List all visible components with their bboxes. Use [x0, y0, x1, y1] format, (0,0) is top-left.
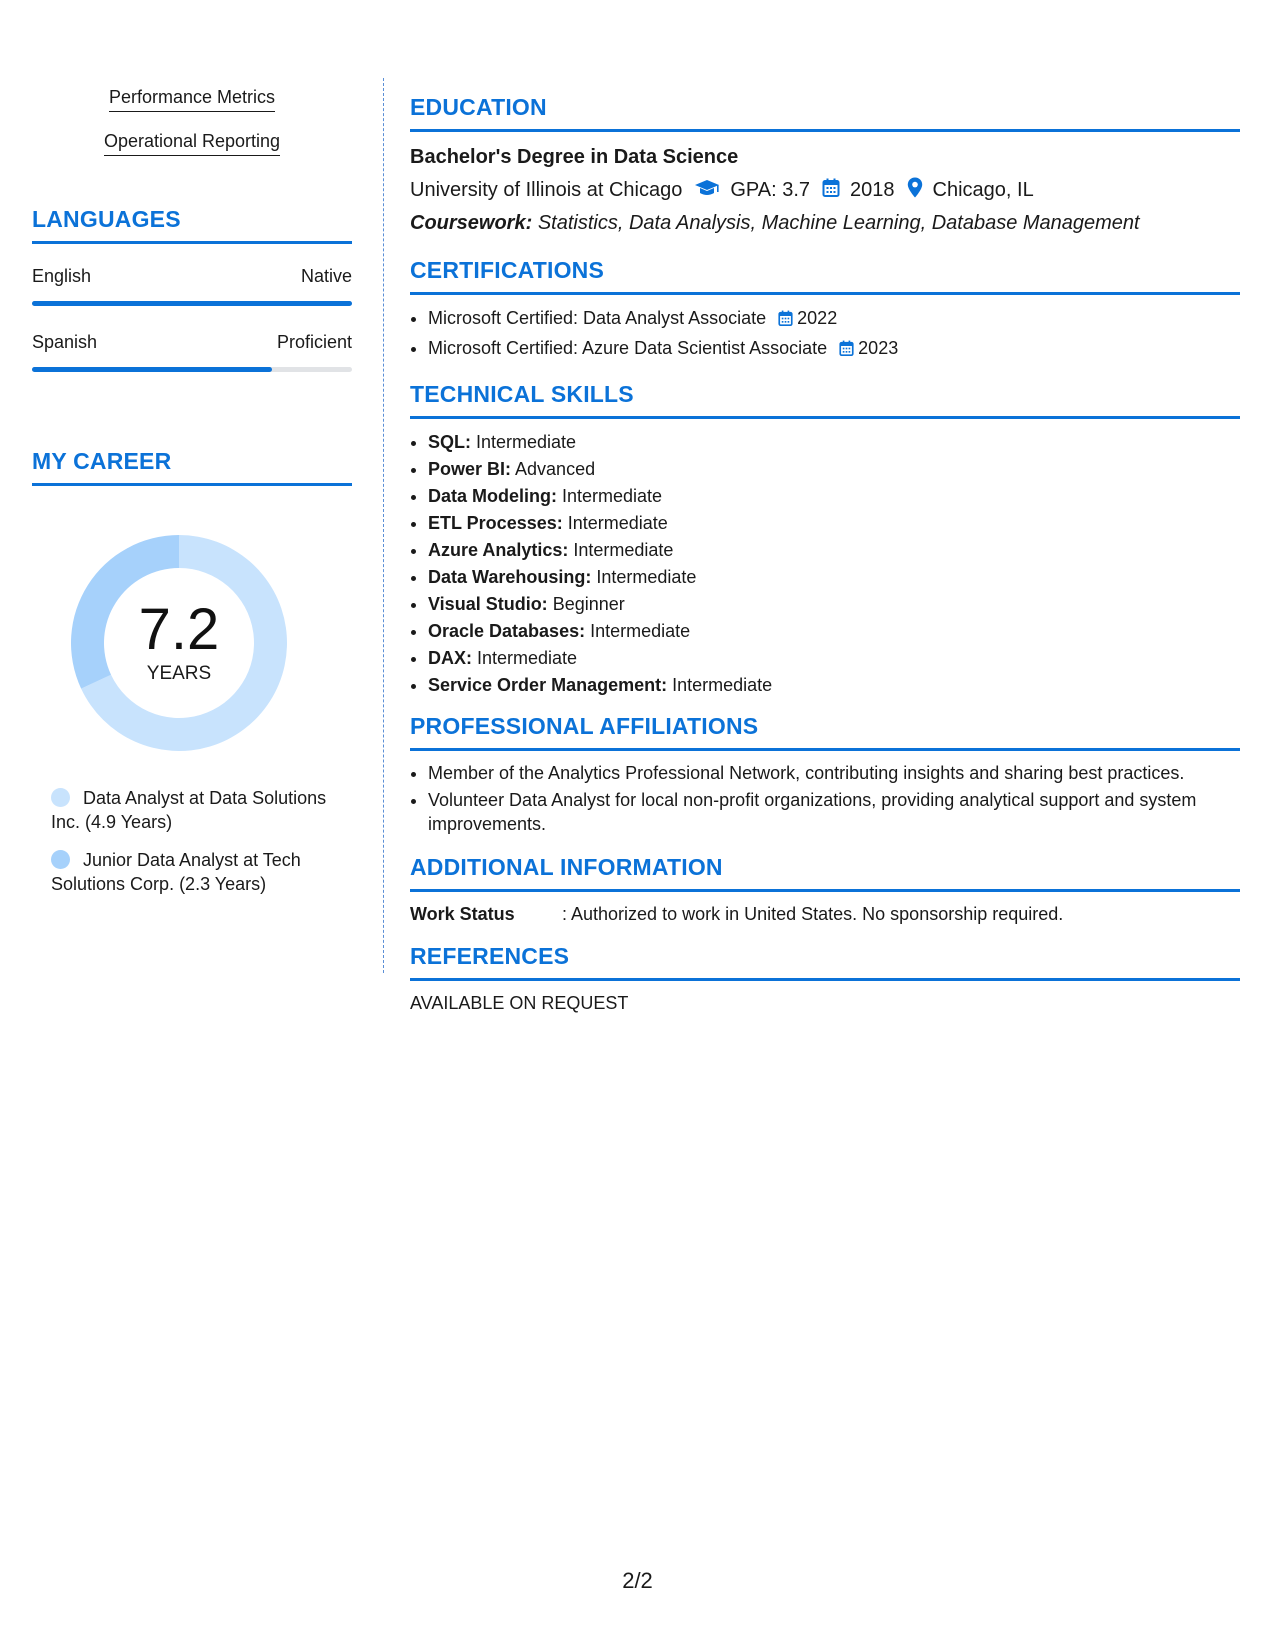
- certification-name: Microsoft Certified: Data Analyst Associate: [428, 308, 767, 328]
- language-name: Spanish: [32, 332, 98, 352]
- references-section: [410, 943, 1240, 1014]
- skill-level: Intermediate: [672, 675, 773, 695]
- degree-title: Bachelor's Degree in Data Science: [410, 146, 739, 168]
- skill-item: [428, 564, 1240, 591]
- calendar-icon: [839, 338, 854, 365]
- column-divider: [383, 78, 384, 973]
- coursework-label: Coursework:: [410, 212, 533, 234]
- skill-name: SQL:: [428, 432, 471, 452]
- language-bar: [32, 367, 352, 372]
- skill-name: Data Modeling:: [428, 486, 557, 506]
- career-total-years: 7.2: [138, 597, 220, 662]
- skill-level: Intermediate: [590, 621, 691, 641]
- skill-level: Intermediate: [596, 567, 697, 587]
- skill-item: [428, 429, 1240, 456]
- education-location: Chicago, IL: [932, 179, 1034, 201]
- skill-level: Intermediate: [476, 432, 577, 452]
- graduation-year: 2018: [850, 179, 895, 201]
- section-rule: [32, 241, 352, 244]
- skill-item: [428, 510, 1240, 537]
- info-row: [410, 904, 1240, 925]
- section-title: ADDITIONAL INFORMATION: [410, 854, 723, 880]
- language-row: [32, 266, 352, 287]
- certification-name: Microsoft Certified: Azure Data Scientist Associate: [428, 338, 828, 358]
- certifications-section: [410, 257, 1240, 365]
- language-level: Native: [300, 266, 352, 286]
- info-key: Work Status: [410, 904, 515, 924]
- skill-level: Intermediate: [567, 513, 668, 533]
- skill-name: Azure Analytics:: [428, 540, 569, 560]
- legend-dot: [51, 788, 70, 807]
- certification-item: [428, 335, 1240, 365]
- affiliations-list: [410, 761, 1240, 836]
- affiliation-item: • Volunteer Data Analyst for local non-profit organizations, providing analytical support and system improvements.: [428, 788, 1240, 836]
- page-number: 2/2: [622, 1568, 653, 1593]
- career-donut-chart: [64, 528, 294, 758]
- gpa: GPA: 3.7: [730, 179, 811, 201]
- legend-label: Junior Data Analyst at Tech Solutions Corp. (2.3 Years): [51, 850, 301, 894]
- skills-section: [410, 381, 1240, 699]
- career-legend: [32, 786, 352, 896]
- skill-level: Beginner: [552, 594, 625, 614]
- skill-level: Intermediate: [573, 540, 674, 560]
- coursework: [410, 212, 1240, 235]
- section-rule: [410, 889, 1240, 892]
- section-title: REFERENCES: [410, 943, 570, 969]
- section-title: TECHNICAL SKILLS: [410, 381, 634, 407]
- certification-item: [428, 305, 1240, 335]
- skill-item: [428, 645, 1240, 672]
- certification-year: 2022: [797, 308, 838, 328]
- skill-item: [428, 591, 1240, 618]
- skill-name: ETL Processes:: [428, 513, 563, 533]
- skill-item: [428, 618, 1240, 645]
- legend-item: [51, 786, 341, 834]
- certification-year: 2023: [858, 338, 899, 358]
- section-title: EDUCATION: [410, 94, 547, 120]
- languages-section: [32, 206, 352, 372]
- section-title: CERTIFICATIONS: [410, 257, 605, 283]
- section-title: MY CAREER: [32, 448, 172, 474]
- additional-info-section: [410, 854, 1240, 925]
- skill-item: [428, 483, 1240, 510]
- skill-item: [428, 537, 1240, 564]
- donut-center: [64, 528, 294, 758]
- graduation-cap-icon: [694, 179, 720, 203]
- info-value: : Authorized to work in United States. No sponsorship required.: [562, 904, 1064, 924]
- skill-level: Intermediate: [477, 648, 578, 668]
- language-bar: [32, 301, 352, 306]
- skill-item: [428, 456, 1240, 483]
- section-rule: [410, 748, 1240, 751]
- skill-tag: Operational Reporting: [104, 131, 280, 156]
- section-rule: [32, 483, 352, 486]
- skill-level: Intermediate: [562, 486, 663, 506]
- legend-label: Data Analyst at Data Solutions Inc. (4.9 Years): [51, 788, 327, 832]
- skill-name: Service Order Management:: [428, 675, 668, 695]
- language-name: English: [32, 266, 92, 286]
- language-bar-fill: [32, 367, 272, 372]
- affiliation-item: • Member of the Analytics Professional Network, contributing insights and sharing best practices.: [428, 761, 1240, 785]
- skill-name: Visual Studio:: [428, 594, 548, 614]
- coursework-list: Statistics, Data Analysis, Machine Learning, Database Management: [537, 212, 1140, 234]
- skill-tag: Performance Metrics: [109, 87, 275, 112]
- section-title: PROFESSIONAL AFFILIATIONS: [410, 713, 759, 739]
- left-column: [32, 78, 352, 896]
- calendar-icon: [822, 178, 840, 204]
- language-row: [32, 332, 352, 353]
- skill-name: Oracle Databases:: [428, 621, 586, 641]
- school-name: University of Illinois at Chicago: [410, 179, 683, 201]
- affiliations-section: [410, 713, 1240, 836]
- career-section: [32, 448, 352, 896]
- skill-name: DAX:: [428, 648, 472, 668]
- language-level: Proficient: [276, 332, 352, 352]
- legend-item: [51, 848, 341, 896]
- skill-tags: [32, 78, 352, 166]
- skill-name: Power BI:: [428, 459, 512, 479]
- calendar-icon: [778, 308, 793, 335]
- skill-item: [428, 672, 1240, 699]
- skills-list: [410, 429, 1240, 699]
- legend-dot: [51, 850, 70, 869]
- education-details: [410, 177, 1240, 204]
- right-column: [410, 78, 1240, 1014]
- location-pin-icon: [907, 177, 923, 204]
- skill-name: Data Warehousing:: [428, 567, 592, 587]
- language-bar-fill: [32, 301, 352, 306]
- section-title: LANGUAGES: [32, 206, 181, 232]
- skill-level: Advanced: [515, 459, 596, 479]
- references-text: AVAILABLE ON REQUEST: [410, 993, 629, 1013]
- section-rule: [410, 292, 1240, 295]
- section-rule: [410, 416, 1240, 419]
- career-unit: YEARS: [146, 663, 212, 684]
- section-rule: [410, 129, 1240, 132]
- education-section: [410, 94, 1240, 235]
- certification-list: [410, 305, 1240, 365]
- section-rule: [410, 978, 1240, 981]
